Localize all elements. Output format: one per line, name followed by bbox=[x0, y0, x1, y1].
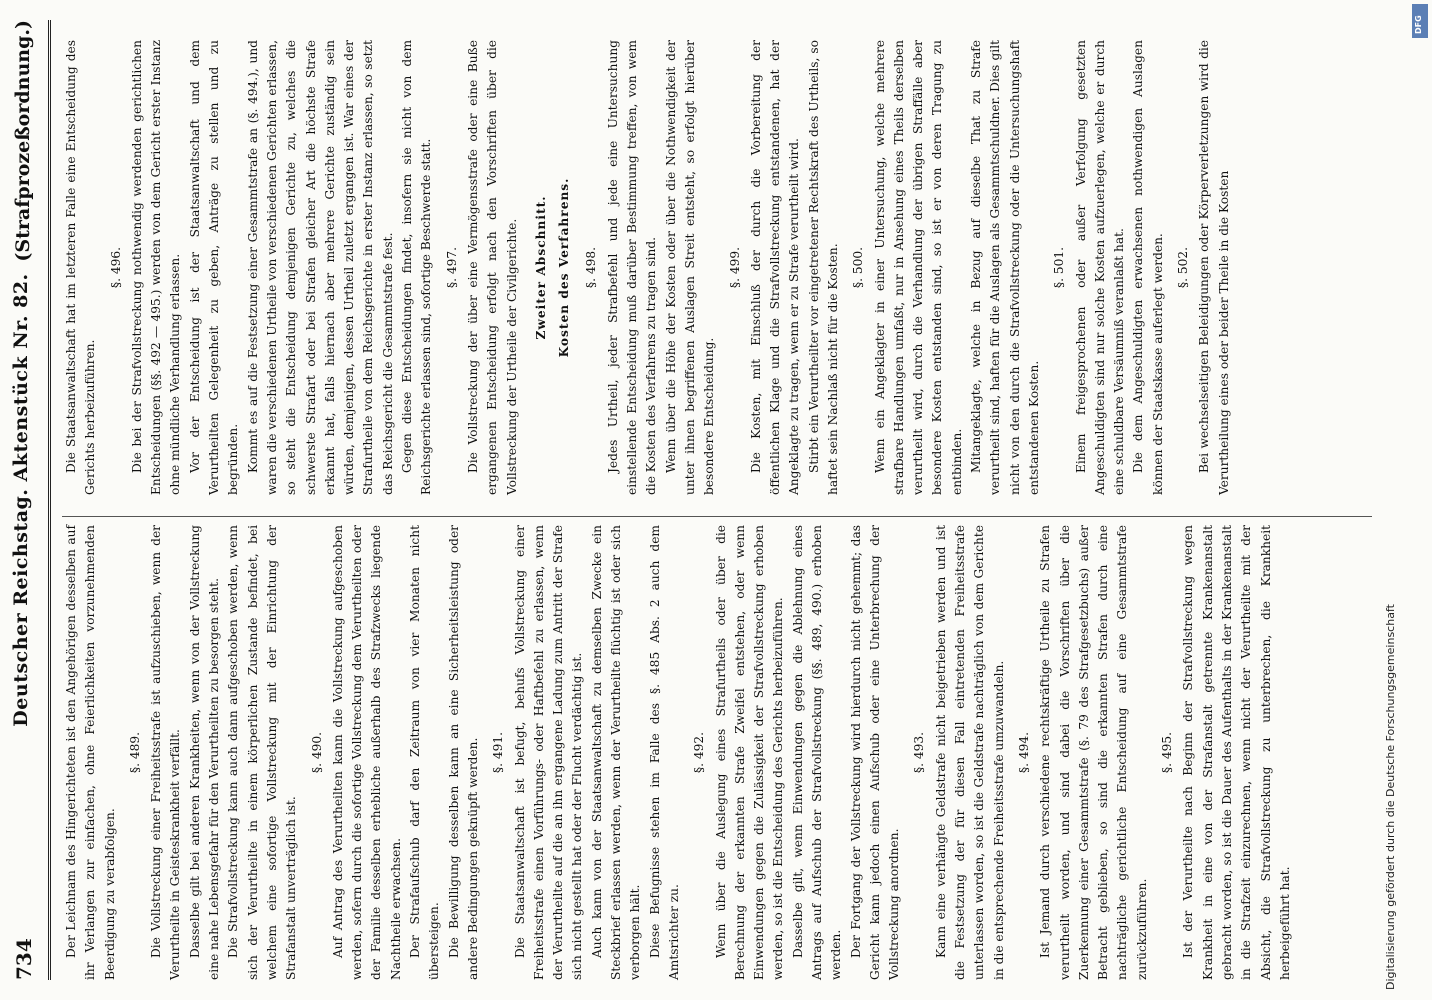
paragraph: Die Staatsanwaltschaft hat im letzteren Falle eine Entscheidung des Gerichts herbeizuführen. bbox=[64, 40, 98, 495]
paragraph: Die dem Angeschuldigten erwachsenen nothwendigen Auslagen können der Staatskasse auferlegt werden. bbox=[1131, 40, 1165, 495]
running-title: Deutscher Reichstag. Aktenstück Nr. 82. bbox=[10, 273, 32, 727]
chapter-title: Zweiter Abschnitt. bbox=[533, 195, 548, 340]
paragraph: Kann eine verhängte Geldstrafe nicht beigetrieben werden und ist die Festsetzung der für diesen Fall eintretenden Freiheitsstrafe unterlassen worden, so ist die Geldstrafe nachträglich von dem Gerichte in die entsprechende Freiheitsstrafe umzuwandeln. bbox=[933, 525, 1006, 980]
paragraph: Mitangeklagte, welche in Bezug auf dieselbe That zu Strafe verurtheilt sind, haften für die Auslagen als Gesammtschuldner. Dies gilt nicht von den durch die Strafvollstreckung oder die Untersuchungshaft entstandenen Kosten. bbox=[969, 40, 1041, 495]
paragraph: Der Strafaufschub darf den Zeitraum von vier Monaten nicht übersteigen. bbox=[408, 525, 442, 980]
paragraph: Auf Antrag des Verurtheilten kann die Vollstreckung aufgeschoben werden, sofern durch die sofortige Vollstreckung dem Verurtheilten oder der Familie desselben erhebliche außerhalb des Strafzwecks liegende Nachtheile erwachsen. bbox=[330, 525, 403, 980]
page-number: 734 bbox=[12, 938, 36, 980]
section-number: §. 498. bbox=[584, 247, 599, 288]
section-number: §. 491. bbox=[491, 732, 506, 773]
digitization-note bbox=[1384, 560, 1414, 990]
running-head-right: (Strafprozeßordnung.) bbox=[12, 20, 34, 262]
page-header bbox=[0, 0, 60, 1000]
section-number: §. 490. bbox=[309, 732, 324, 773]
paragraph: Stirbt ein Verurtheilter vor eingetretener Rechtskraft des Urtheils, so haftet sein Nachlaß nicht für die Kosten. bbox=[806, 40, 840, 495]
dfg-logo-text: DFG bbox=[1414, 15, 1423, 34]
left-column bbox=[62, 525, 1295, 980]
right-column bbox=[62, 40, 1234, 495]
paragraph: Wenn ein Angeklagter in einer Untersuchung, welche mehrere strafbare Handlungen umfaßt, nur in Ansehung eines Theils derselben verurtheilt wird, durch die Verhandlung der übrigen Straffälle aber besondere Kosten entstanden sind, so ist er von deren Tragung zu entbinden. bbox=[872, 40, 964, 495]
paragraph: Wenn über die Auslegung eines Strafurtheils oder über die Berechnung der erkannten Strafe Zweifel entstehen, oder wenn Einwendungen gegen die Zulässigkeit der Strafvollstreckung erhoben werden, so ist die Entscheidung des Gerichts herbeizuführen. bbox=[713, 525, 786, 980]
section-number: §. 500. bbox=[851, 247, 866, 288]
section-number: §. 495. bbox=[1160, 732, 1175, 773]
paragraph: Ist der Verurtheilte nach Beginn der Strafvollstreckung wegen Krankheit in eine von der Strafanstalt getrennte Krankenanstalt gebracht worden, so ist die Dauer des Aufenthalts in der Krankenanstalt in die Strafzeit einzurechnen, wenn nicht der Verurtheilte mit der Absicht, die Strafvollstreckung zu unterbrechen, die Krankheit herbeigeführt hat. bbox=[1181, 525, 1292, 980]
section-number: §. 492. bbox=[692, 732, 707, 773]
paragraph: Wenn über die Höhe der Kosten oder über die Nothwendigkeit der unter ihnen begriffenen Auslagen Streit entsteht, so erfolgt hierüber besondere Entscheidung. bbox=[663, 40, 717, 495]
paragraph: Der Fortgang der Vollstreckung wird hierdurch nicht gehemmt; das Gericht kann jedoch einen Aufschub oder eine Unterbrechung der Vollstreckung anordnen. bbox=[848, 525, 902, 980]
section-number: §. 493. bbox=[912, 732, 927, 773]
section-number: §. 501. bbox=[1052, 247, 1067, 288]
paragraph: Einem freigesprochenen oder außer Verfolgung gesetzten Angeschuldigten sind nur solche Kosten aufzuerlegen, welche er durch eine schuldbare Versäumniß veranlaßt hat. bbox=[1073, 40, 1127, 495]
dfg-logo bbox=[1412, 4, 1428, 38]
chapter-subtitle: Kosten des Verfahrens. bbox=[557, 177, 572, 358]
paragraph: Bei wechselseitigen Beleidigungen oder Körperverletzungen wird die Verurtheilung eines oder beider Theile in die Kosten bbox=[1197, 40, 1231, 495]
paragraph: Ist Jemand durch verschiedene rechtskräftige Urtheile zu Strafen verurtheilt worden, und sind dabei die Vorschriften über die Zuerkennung einer Gesammtstrafe (§. 79 des Strafgesetzbuchs) außer Betracht geblieben, so sind die erkannten Strafen durch eine nachträgliche gerichtliche Entscheidung auf eine Gesammtstrafe zurückzuführen. bbox=[1038, 525, 1149, 980]
paragraph: Kommt es auf die Festsetzung einer Gesammtstrafe an (§. 494.), und waren die verschiedenen Urtheile von verschiedenen Gerichten erlassen, so steht die Entscheidung demjenigen Gerichte zu, welches die schwerste Strafart oder bei Strafen gleicher Art die höchste Strafe erkannt hat, falls hiernach aber mehrere Gerichte zuständig sein würden, demjenigen, dessen Urtheil zuletzt ergangen ist. War eines der Strafurtheile von dem Reichsgerichte in erster Instanz erlassen, so setzt das Reichsgericht die Gesammtstrafe fest. bbox=[245, 40, 395, 495]
paragraph: Die Kosten, mit Einschluß der durch die Vorbereitung der öffentlichen Klage und die Strafvollstreckung entstandenen, hat der Angeklagte zu tragen, wenn er zu Strafe verurtheilt wird. bbox=[748, 40, 802, 495]
section-number: §. 497. bbox=[444, 247, 459, 288]
paragraph: Die bei der Strafvollstreckung nothwendig werdenden gerichtlichen Entscheidungen (§§. 492 — 495.) werden von dem Gericht erster Instanz ohne mündliche Verhandlung erlassen. bbox=[129, 40, 183, 495]
paragraph: Die Strafvollstreckung kann auch dann aufgeschoben werden, wenn sich der Verurtheilte in einem körperlichen Zustande befindet, bei welchem eine sofortige Vollstreckung mit der Einrichtung der Strafanstalt unverträglich ist. bbox=[226, 525, 299, 980]
paragraph: Die Vollstreckung der über eine Vermögensstrafe oder eine Buße ergangenen Entscheidung erfolgt nach den Vorschriften über die Vollstreckung der Urtheile der Civilgerichte. bbox=[465, 40, 519, 495]
paragraph: Dasselbe gilt bei anderen Krankheiten, wenn von der Vollstreckung eine nahe Lebensgefahr für den Verurtheilten zu besorgen steht. bbox=[187, 525, 222, 980]
paragraph: Die Vollstreckung einer Freiheitsstrafe ist aufzuschieben, wenn der Verurtheilte in Geisteskrankheit verfällt. bbox=[149, 525, 183, 980]
section-number: §. 494. bbox=[1016, 732, 1031, 773]
digitization-note-text: Digitalisierung gefördert durch die Deutsche Forschungsgemeinschaft bbox=[1384, 604, 1397, 990]
column-divider bbox=[62, 516, 1372, 517]
paragraph: Diese Befugnisse stehen im Falle des §. 485 Abs. 2 auch dem Amtsrichter zu. bbox=[647, 525, 681, 980]
section-number: §. 499. bbox=[727, 247, 742, 288]
paragraph: Jedes Urtheil, jeder Strafbefehl und jede eine Untersuchung einstellende Entscheidung muß darüber Bestimmung treffen, von wem die Kosten des Verfahrens zu tragen sind. bbox=[605, 40, 659, 495]
paragraph: Auch kann von der Staatsanwaltschaft zu demselben Zwecke ein Steckbrief erlassen werden, wenn der Verurtheilte flüchtig ist oder sich verborgen hält. bbox=[589, 525, 643, 980]
paragraph: Der Leichnam des Hingerichteten ist den Angehörigen desselben auf ihr Verlangen zur einfachen, ohne Feierlichkeiten vorzunehmenden Beerdigung zu verabfolgen. bbox=[64, 525, 117, 980]
paragraph: Vor der Entscheidung ist der Staatsanwaltschaft und dem Verurtheilten Gelegenheit zu geben, Anträge zu stellen und zu begründen. bbox=[187, 40, 241, 495]
paragraph: Die Bewilligung desselben kann an eine Sicherheitsleistung oder andere Bedingungen geknüpft werden. bbox=[446, 525, 480, 980]
section-number: §. 496. bbox=[108, 247, 123, 288]
paragraph: Gegen diese Entscheidungen findet, insofern sie nicht von dem Reichsgerichte erlassen sind, sofortige Beschwerde statt. bbox=[400, 40, 434, 495]
section-number: §. 502. bbox=[1176, 247, 1191, 288]
header-rule bbox=[48, 20, 51, 980]
paragraph: Die Staatsanwaltschaft ist befugt, behufs Vollstreckung einer Freiheitsstrafe einen Vorführungs- oder Haftbefehl zu erlassen, wenn der Verurtheilte auf die an ihn ergangene Ladung zum Antritt der Strafe sich nicht gestellt hat oder der Flucht verdächtig ist. bbox=[512, 525, 585, 980]
paragraph: Dasselbe gilt, wenn Einwendungen gegen die Ablehnung eines Antrags auf Aufschub der Strafvollstreckung (§§. 489, 490.) erhoben werden. bbox=[790, 525, 844, 980]
section-number: §. 489. bbox=[127, 732, 142, 773]
